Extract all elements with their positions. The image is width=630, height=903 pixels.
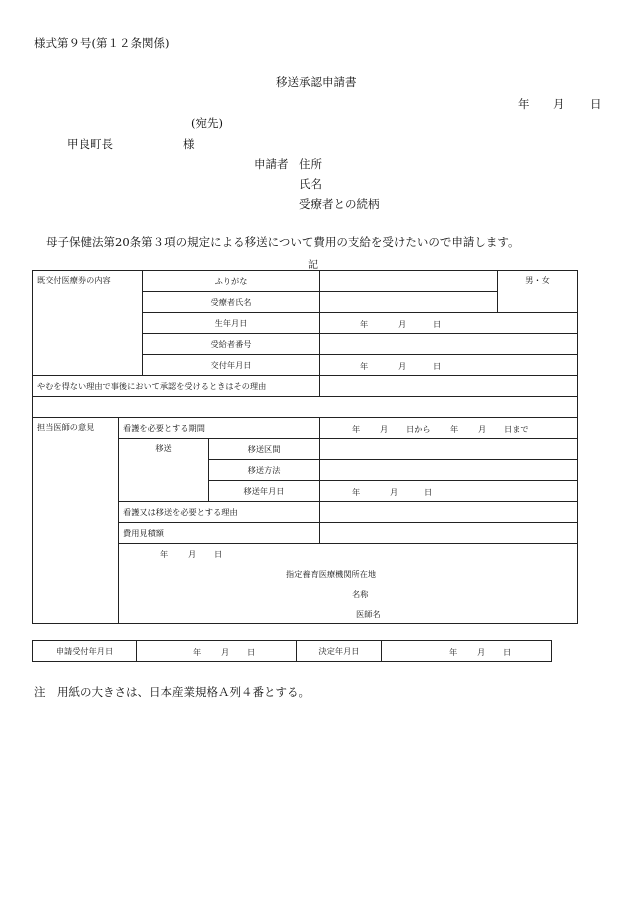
- birth-day-unit: 日: [433, 319, 442, 329]
- table-row: [33, 641, 552, 662]
- application-statement: 母子保健法第20条第３項の規定による移送について費用の支給を受けたいので申請します。: [46, 235, 520, 249]
- patient-name-field[interactable]: [320, 292, 498, 313]
- table-row: [33, 397, 578, 418]
- doctor-opinion-label: 担当医師の意見: [33, 418, 119, 624]
- reason-after-approval-continuation[interactable]: [33, 397, 578, 418]
- recipient-number-field[interactable]: [320, 334, 578, 355]
- table-row: [33, 271, 578, 292]
- period-end-day-unit: 日まで: [504, 424, 529, 434]
- form-number: 様式第９号(第１２条関係): [34, 36, 170, 50]
- institution-name-label: 名称: [352, 589, 369, 599]
- birth-month-unit: 月: [398, 319, 407, 329]
- table-row: [33, 418, 578, 439]
- gender-field[interactable]: 男・女: [498, 271, 578, 313]
- mayor-name: 甲良町長: [67, 137, 113, 151]
- issue-month-unit: 月: [398, 361, 407, 371]
- birth-year-unit: 年: [360, 319, 369, 329]
- decision-date-field[interactable]: [382, 641, 552, 662]
- addressee-label: (宛先): [191, 116, 223, 130]
- receipt-month-unit: 月: [221, 647, 230, 657]
- date-year: 年: [518, 97, 530, 111]
- sign-month-unit: 月: [188, 549, 197, 559]
- issue-date-field[interactable]: [320, 355, 578, 376]
- certificate-content-label: 既交付医療券の内容: [33, 271, 143, 376]
- ki-heading: 記: [308, 260, 318, 271]
- applicant-name-label: 氏名: [299, 177, 322, 191]
- sign-day-unit: 日: [214, 549, 223, 559]
- date-month: 月: [553, 97, 565, 111]
- date-day: 日: [590, 97, 602, 111]
- cost-estimate-field[interactable]: [320, 523, 578, 544]
- furigana-field[interactable]: [320, 271, 498, 292]
- applicant-relationship-label: 受療者との続柄: [299, 197, 380, 211]
- institution-address-label: 指定養育医療機関所在地: [286, 569, 377, 579]
- transport-section-field[interactable]: [320, 439, 578, 460]
- birth-date-label: 生年月日: [143, 313, 320, 334]
- paper-size-note: 注 用紙の大きさは、日本産業規格Ａ列４番とする。: [34, 685, 310, 699]
- nursing-reason-label: 看護又は移送を必要とする理由: [119, 502, 320, 523]
- period-start-year-unit: 年: [352, 424, 361, 434]
- recipient-number-label: 受給者番号: [143, 334, 320, 355]
- receipt-day-unit: 日: [247, 647, 256, 657]
- patient-name-label: 受療者氏名: [143, 292, 320, 313]
- period-end-month-unit: 月: [478, 424, 487, 434]
- decision-day-unit: 日: [503, 647, 512, 657]
- birth-date-field[interactable]: [320, 313, 578, 334]
- receipt-date-label: 申請受付年月日: [33, 641, 137, 662]
- period-start-month-unit: 月: [380, 424, 389, 434]
- applicant-address-label: 住所: [299, 157, 322, 171]
- furigana-label: ふりがな: [143, 271, 320, 292]
- applicant-label: 申請者: [254, 157, 289, 171]
- nursing-period-label: 看護を必要とする期間: [119, 418, 320, 439]
- doctor-name-label: 医師名: [356, 609, 381, 619]
- issue-day-unit: 日: [433, 361, 442, 371]
- transport-method-label: 移送方法: [209, 460, 320, 481]
- reason-after-approval-label: やむを得ない理由で事後において承認を受けるときはその理由: [33, 376, 320, 397]
- nursing-period-field[interactable]: [320, 418, 578, 439]
- transport-date-label: 移送年月日: [209, 481, 320, 502]
- transport-method-field[interactable]: [320, 460, 578, 481]
- receipt-year-unit: 年: [193, 647, 202, 657]
- issue-date-label: 交付年月日: [143, 355, 320, 376]
- application-table: [32, 270, 578, 624]
- cost-estimate-label: 費用見積額: [119, 523, 320, 544]
- decision-year-unit: 年: [449, 647, 458, 657]
- transport-day-unit: 日: [424, 487, 433, 497]
- transport-label: 移送: [119, 439, 209, 502]
- honorific: 様: [183, 137, 195, 151]
- transport-month-unit: 月: [390, 487, 399, 497]
- decision-month-unit: 月: [477, 647, 486, 657]
- sign-year-unit: 年: [160, 549, 169, 559]
- transport-section-label: 移送区間: [209, 439, 320, 460]
- receipt-date-field[interactable]: [137, 641, 297, 662]
- issue-year-unit: 年: [360, 361, 369, 371]
- period-start-day-unit: 日から: [406, 424, 431, 434]
- transport-year-unit: 年: [352, 487, 361, 497]
- nursing-reason-field[interactable]: [320, 502, 578, 523]
- period-end-year-unit: 年: [450, 424, 459, 434]
- reason-after-approval-field[interactable]: [320, 376, 578, 397]
- table-row: [33, 376, 578, 397]
- document-title: 移送承認申請書: [276, 75, 357, 89]
- transport-date-field[interactable]: [320, 481, 578, 502]
- office-use-table: [32, 640, 552, 662]
- physician-signature-block[interactable]: [119, 544, 578, 624]
- decision-date-label: 決定年月日: [297, 641, 382, 662]
